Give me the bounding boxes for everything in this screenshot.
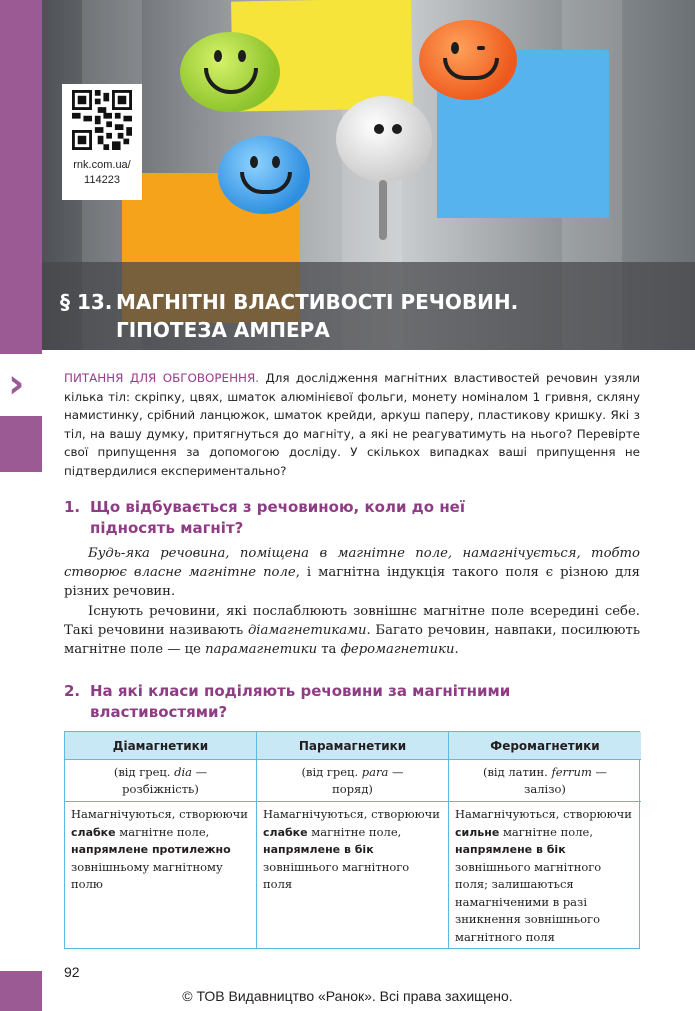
- green-smiley-magnet: [180, 32, 280, 112]
- side-tab: [0, 354, 42, 416]
- paragraph-2: Існують речовини, які послаблюють зовнішнє магнітне поле всередині себе. Такі речовини називають діамагнетиками. Багато речовин, навпаки, посилюють магнітне поле — це парамагнетики та феромагнетики.: [64, 604, 640, 658]
- table-header: Діамагнетики: [65, 732, 256, 760]
- table-column-diamagnetics: [65, 732, 257, 948]
- table-header: Феромагнетики: [449, 732, 641, 760]
- paragraph-1: Будь-яка речовина, поміщена в магнітне поле, намагнічується, тобто створює власне магнітне поле, і магнітна індукція такого поля є різною для різних речовин.: [64, 546, 640, 600]
- table-origin-cell: (від грец. dia — розбіжність): [65, 760, 256, 802]
- table-header: Парамагнетики: [257, 732, 448, 760]
- title-line-1: МАГНІТНІ ВЛАСТИВОСТІ РЕЧОВИН.: [116, 290, 519, 314]
- table-description-cell: Намагнічуються, створюючи слабке магнітне поле, напрямлене в бік зовнішнього магнітного поля: [263, 807, 440, 891]
- table-origin-cell: (від латин. ferrum — залізо): [449, 760, 641, 802]
- chevron-right-icon: ›: [8, 361, 25, 407]
- title-band: [42, 262, 695, 350]
- table-column-paramagnetics: [257, 732, 449, 948]
- para1-italic: Будь-яка речовина, поміщена в магнітне поле, намагнічується, тобто створює власне магнітне поле: [64, 546, 640, 581]
- heading-1: 1. Що відбувається з речовиною, коли до неї підносять магніт?: [64, 498, 465, 537]
- table-description-cell: Намагнічуються, створюючи сильне магнітне поле, напрямлене в бік зовнішнього магнітного поля; залишаються намагніченими в разі зникнення зовнішнього магнітного поля: [455, 807, 632, 944]
- heading-2: 2. На які класи поділяють речовини за магнітними властивостями?: [64, 682, 511, 721]
- table-column-ferromagnetics: [449, 732, 641, 948]
- table-origin-cell: (від грец. para — поряд): [257, 760, 448, 802]
- table-description-cell: Намагнічуються, створюючи слабке магнітне поле, напрямлене протилежно зовнішньому магнітному полю: [71, 807, 248, 891]
- discussion-lead: ПИТАННЯ ДЛЯ ОБГОВОРЕННЯ.: [64, 371, 259, 385]
- title-line-2: ГІПОТЕЗА АМПЕРА: [116, 318, 330, 342]
- orange-smiley-magnet: [419, 20, 517, 100]
- qr-url[interactable]: rnk.com.ua/ 114223: [73, 159, 131, 186]
- discussion-text: Для дослідження магнітних властивостей речовин узяли кілька тіл: скріпку, цвях, шматок алюмінієвої фольги, монету номіналом 1 гривня, скляну намистинку, срібний ланцюжок, шматок крейди, аркуш паперу, пластикову кришку. Які з тіл, на вашу думку, притягнуться до магніту, а які не реагуватимуть на нього? Перевірте свої припущення за допомогою досліду. У скількох випадках ваші припущення не підтвердилися експериментально?: [64, 371, 640, 478]
- page-number: 92: [64, 964, 80, 980]
- discussion-question: [64, 369, 640, 481]
- qr-code-panel[interactable]: [62, 84, 142, 200]
- hook: [379, 180, 387, 240]
- qr-code-icon[interactable]: [72, 90, 132, 150]
- blue-smiley-magnet: [218, 136, 310, 214]
- white-hook-magnet: [336, 96, 432, 182]
- copyright-footer: © ТОВ Видавництво «Ранок». Всі права захищено.: [182, 988, 513, 1004]
- page-title: [60, 288, 518, 344]
- section-number: § 13.: [60, 290, 113, 314]
- header-photo: [42, 0, 695, 350]
- magnetic-classes-table: [64, 731, 640, 949]
